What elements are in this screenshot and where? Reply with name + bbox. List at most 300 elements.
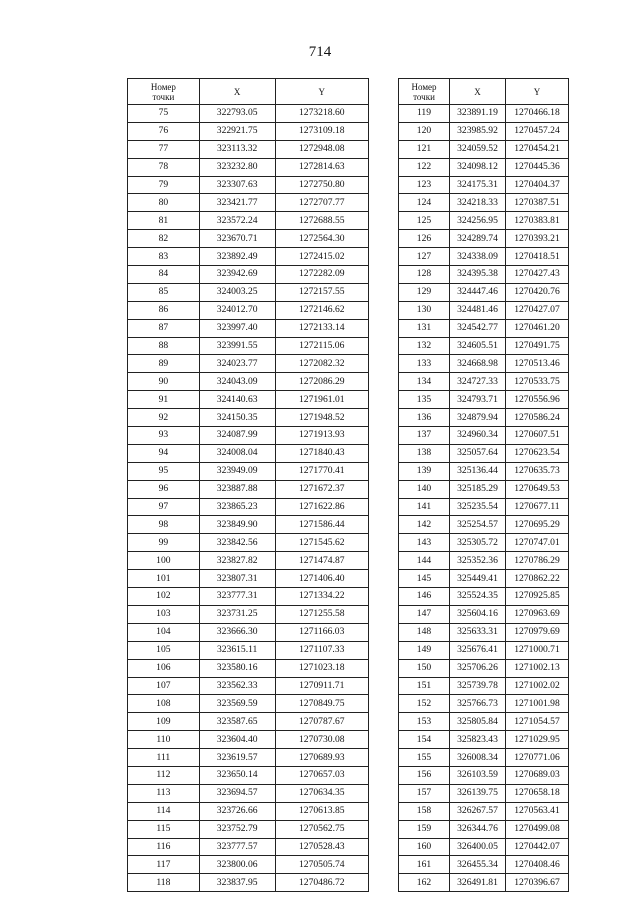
table-row	[399, 641, 569, 659]
point-number-cell: 147	[399, 605, 450, 623]
table-row	[128, 283, 369, 301]
table-row	[128, 444, 369, 462]
y-coordinate-cell: 1270911.71	[275, 677, 368, 695]
y-coordinate-cell: 1270849.75	[275, 695, 368, 713]
x-coordinate-cell: 325449.41	[450, 570, 506, 588]
y-coordinate-cell: 1271545.62	[275, 534, 368, 552]
x-coordinate-cell: 324098.12	[450, 158, 506, 176]
x-coordinate-cell: 324793.71	[450, 391, 506, 409]
x-coordinate-cell: 324150.35	[199, 409, 275, 427]
x-coordinate-cell: 325633.31	[450, 623, 506, 641]
x-coordinate-cell: 323562.33	[199, 677, 275, 695]
y-coordinate-cell: 1270979.69	[506, 623, 569, 641]
x-coordinate-cell: 326400.05	[450, 838, 506, 856]
y-coordinate-cell: 1272707.77	[275, 194, 368, 212]
x-coordinate-cell: 323650.14	[199, 766, 275, 784]
table-row	[399, 105, 569, 123]
point-number-cell: 125	[399, 212, 450, 230]
x-coordinate-cell: 324542.77	[450, 319, 506, 337]
y-coordinate-cell: 1270562.75	[275, 820, 368, 838]
table-row	[399, 820, 569, 838]
point-number-cell: 142	[399, 516, 450, 534]
y-coordinate-cell: 1271029.95	[506, 731, 569, 749]
x-coordinate-cell: 324003.25	[199, 283, 275, 301]
y-coordinate-cell: 1271913.93	[275, 427, 368, 445]
y-coordinate-cell: 1270491.75	[506, 337, 569, 355]
table-row	[128, 588, 369, 606]
point-number-cell: 140	[399, 480, 450, 498]
y-coordinate-cell: 1271622.86	[275, 498, 368, 516]
table-row	[399, 462, 569, 480]
point-number-cell: 118	[128, 874, 200, 892]
table-row	[399, 158, 569, 176]
table-row	[128, 140, 369, 158]
y-coordinate-cell: 1270499.08	[506, 820, 569, 838]
table-header-row	[128, 79, 369, 105]
point-number-cell: 148	[399, 623, 450, 641]
y-coordinate-cell: 1270689.93	[275, 749, 368, 767]
point-number-cell: 107	[128, 677, 200, 695]
table-row	[399, 695, 569, 713]
y-coordinate-cell: 1271948.52	[275, 409, 368, 427]
y-coordinate-cell: 1270393.21	[506, 230, 569, 248]
y-coordinate-cell: 1270533.75	[506, 373, 569, 391]
y-coordinate-cell: 1271054.57	[506, 713, 569, 731]
point-number-cell: 76	[128, 122, 200, 140]
y-coordinate-cell: 1271002.02	[506, 677, 569, 695]
table-row	[128, 731, 369, 749]
y-coordinate-cell: 1270634.35	[275, 784, 368, 802]
table-row	[128, 605, 369, 623]
y-coordinate-cell: 1270383.81	[506, 212, 569, 230]
x-coordinate-cell: 323891.19	[450, 105, 506, 123]
point-number-cell: 124	[399, 194, 450, 212]
point-number-cell: 80	[128, 194, 200, 212]
point-number-cell: 154	[399, 731, 450, 749]
x-coordinate-cell: 324008.04	[199, 444, 275, 462]
table-row	[128, 427, 369, 445]
y-coordinate-cell: 1272814.63	[275, 158, 368, 176]
x-coordinate-cell: 324087.99	[199, 427, 275, 445]
y-coordinate-cell: 1270427.43	[506, 266, 569, 284]
table-row	[399, 427, 569, 445]
y-coordinate-cell: 1270418.51	[506, 248, 569, 266]
point-number-cell: 88	[128, 337, 200, 355]
point-number-cell: 128	[399, 266, 450, 284]
table-row	[128, 784, 369, 802]
table-row	[399, 731, 569, 749]
x-coordinate-cell: 323991.55	[199, 337, 275, 355]
table-row	[128, 391, 369, 409]
point-number-cell: 138	[399, 444, 450, 462]
y-coordinate-cell: 1271001.98	[506, 695, 569, 713]
table-row	[399, 605, 569, 623]
y-coordinate-cell: 1270445.36	[506, 158, 569, 176]
y-coordinate-cell: 1270457.24	[506, 122, 569, 140]
point-number-cell: 111	[128, 749, 200, 767]
point-number-cell: 155	[399, 749, 450, 767]
y-coordinate-cell: 1270649.53	[506, 480, 569, 498]
x-coordinate-cell: 323587.65	[199, 713, 275, 731]
point-number-cell: 101	[128, 570, 200, 588]
point-number-cell: 121	[399, 140, 450, 158]
table-row	[128, 355, 369, 373]
table-row	[128, 462, 369, 480]
table-row	[399, 570, 569, 588]
table-row	[399, 319, 569, 337]
x-coordinate-cell: 323694.57	[199, 784, 275, 802]
table-row	[128, 248, 369, 266]
point-number-cell: 135	[399, 391, 450, 409]
point-number-cell: 161	[399, 856, 450, 874]
x-coordinate-cell: 325235.54	[450, 498, 506, 516]
y-coordinate-cell: 1270623.54	[506, 444, 569, 462]
y-coordinate-cell: 1272948.08	[275, 140, 368, 158]
table-row	[399, 212, 569, 230]
point-number-cell: 82	[128, 230, 200, 248]
table-row	[399, 659, 569, 677]
point-number-cell: 133	[399, 355, 450, 373]
y-coordinate-cell: 1270771.06	[506, 749, 569, 767]
table-row	[399, 838, 569, 856]
y-coordinate-cell: 1270461.20	[506, 319, 569, 337]
table-row	[128, 194, 369, 212]
table-row	[128, 105, 369, 123]
y-coordinate-cell: 1270513.46	[506, 355, 569, 373]
point-number-cell: 132	[399, 337, 450, 355]
x-coordinate-cell: 323837.95	[199, 874, 275, 892]
point-number-cell: 85	[128, 283, 200, 301]
table-row	[128, 820, 369, 838]
point-number-cell: 96	[128, 480, 200, 498]
point-number-cell: 112	[128, 766, 200, 784]
y-coordinate-cell: 1272688.55	[275, 212, 368, 230]
point-number-cell: 103	[128, 605, 200, 623]
y-coordinate-cell: 1270635.73	[506, 462, 569, 480]
point-number-cell: 75	[128, 105, 200, 123]
y-coordinate-cell: 1270528.43	[275, 838, 368, 856]
x-coordinate-cell: 323421.77	[199, 194, 275, 212]
y-coordinate-cell: 1271023.18	[275, 659, 368, 677]
table-row	[128, 570, 369, 588]
table-row	[128, 301, 369, 319]
table-row	[128, 498, 369, 516]
table-row	[399, 802, 569, 820]
point-number-cell: 146	[399, 588, 450, 606]
table-row	[399, 194, 569, 212]
y-coordinate-cell: 1271406.40	[275, 570, 368, 588]
y-coordinate-cell: 1270677.11	[506, 498, 569, 516]
x-coordinate-cell: 323985.92	[450, 122, 506, 140]
y-coordinate-cell: 1272082.32	[275, 355, 368, 373]
table-body-right	[399, 105, 569, 892]
x-coordinate-cell: 323604.40	[199, 731, 275, 749]
table-row	[399, 856, 569, 874]
x-coordinate-cell: 326008.34	[450, 749, 506, 767]
x-coordinate-cell: 325706.26	[450, 659, 506, 677]
y-coordinate-cell: 1270420.76	[506, 283, 569, 301]
y-coordinate-cell: 1272133.14	[275, 319, 368, 337]
table-row	[399, 283, 569, 301]
y-coordinate-cell: 1271961.01	[275, 391, 368, 409]
y-coordinate-cell: 1271586.44	[275, 516, 368, 534]
table-row	[128, 677, 369, 695]
point-number-cell: 134	[399, 373, 450, 391]
table-row	[128, 337, 369, 355]
point-number-cell: 151	[399, 677, 450, 695]
point-number-cell: 104	[128, 623, 200, 641]
table-row	[128, 695, 369, 713]
point-number-cell: 90	[128, 373, 200, 391]
table-row	[399, 498, 569, 516]
x-coordinate-cell: 325739.78	[450, 677, 506, 695]
y-coordinate-cell: 1271255.58	[275, 605, 368, 623]
y-coordinate-cell: 1270695.29	[506, 516, 569, 534]
point-number-cell: 157	[399, 784, 450, 802]
point-number-cell: 119	[399, 105, 450, 123]
point-number-cell: 139	[399, 462, 450, 480]
point-number-cell: 78	[128, 158, 200, 176]
y-coordinate-cell: 1270427.07	[506, 301, 569, 319]
table-row	[128, 266, 369, 284]
table-row	[128, 122, 369, 140]
point-number-cell: 98	[128, 516, 200, 534]
x-coordinate-cell: 323807.31	[199, 570, 275, 588]
x-coordinate-cell: 323670.71	[199, 230, 275, 248]
point-number-cell: 114	[128, 802, 200, 820]
table-row	[128, 158, 369, 176]
point-number-cell: 92	[128, 409, 200, 427]
y-coordinate-cell: 1271334.22	[275, 588, 368, 606]
point-number-cell: 116	[128, 838, 200, 856]
point-number-cell: 145	[399, 570, 450, 588]
table-row	[128, 373, 369, 391]
y-coordinate-cell: 1270613.85	[275, 802, 368, 820]
x-coordinate-cell: 323113.32	[199, 140, 275, 158]
x-coordinate-cell: 323569.59	[199, 695, 275, 713]
table-row	[128, 856, 369, 874]
y-coordinate-cell: 1272115.06	[275, 337, 368, 355]
x-coordinate-cell: 322921.75	[199, 122, 275, 140]
y-coordinate-cell: 1270454.21	[506, 140, 569, 158]
point-number-cell: 109	[128, 713, 200, 731]
table-row	[128, 641, 369, 659]
table-row	[399, 874, 569, 892]
y-coordinate-cell: 1270862.22	[506, 570, 569, 588]
point-number-cell: 83	[128, 248, 200, 266]
x-coordinate-cell: 323572.24	[199, 212, 275, 230]
point-number-cell: 123	[399, 176, 450, 194]
point-number-cell: 127	[399, 248, 450, 266]
point-number-cell: 100	[128, 552, 200, 570]
point-number-cell: 160	[399, 838, 450, 856]
table-row	[399, 337, 569, 355]
point-number-cell: 115	[128, 820, 200, 838]
y-coordinate-cell: 1273218.60	[275, 105, 368, 123]
point-number-cell: 144	[399, 552, 450, 570]
point-number-cell: 79	[128, 176, 200, 194]
y-coordinate-cell: 1271107.33	[275, 641, 368, 659]
point-number-cell: 130	[399, 301, 450, 319]
x-coordinate-cell: 323827.82	[199, 552, 275, 570]
y-coordinate-cell: 1270963.69	[506, 605, 569, 623]
x-coordinate-cell: 324140.63	[199, 391, 275, 409]
y-coordinate-cell: 1270730.08	[275, 731, 368, 749]
table-row	[399, 391, 569, 409]
point-number-cell: 81	[128, 212, 200, 230]
table-row	[128, 176, 369, 194]
x-coordinate-cell: 323666.30	[199, 623, 275, 641]
x-coordinate-cell: 324175.31	[450, 176, 506, 194]
y-coordinate-cell: 1272750.80	[275, 176, 368, 194]
table-row	[128, 534, 369, 552]
y-coordinate-cell: 1270586.24	[506, 409, 569, 427]
point-number-cell: 137	[399, 427, 450, 445]
point-number-cell: 156	[399, 766, 450, 784]
x-coordinate-cell: 323731.25	[199, 605, 275, 623]
table-row	[128, 212, 369, 230]
point-number-cell: 105	[128, 641, 200, 659]
table-row	[399, 623, 569, 641]
table-row	[399, 677, 569, 695]
point-number-cell: 143	[399, 534, 450, 552]
x-coordinate-cell: 324727.33	[450, 373, 506, 391]
y-coordinate-cell: 1270556.96	[506, 391, 569, 409]
y-coordinate-cell: 1272086.29	[275, 373, 368, 391]
point-number-cell: 108	[128, 695, 200, 713]
x-coordinate-cell: 324879.94	[450, 409, 506, 427]
header-x: X	[199, 79, 275, 105]
x-coordinate-cell: 324059.52	[450, 140, 506, 158]
point-number-cell: 117	[128, 856, 200, 874]
y-coordinate-cell: 1272564.30	[275, 230, 368, 248]
y-coordinate-cell: 1270442.07	[506, 838, 569, 856]
table-row	[128, 713, 369, 731]
table-row	[399, 176, 569, 194]
point-number-cell: 152	[399, 695, 450, 713]
x-coordinate-cell: 323842.56	[199, 534, 275, 552]
x-coordinate-cell: 323752.79	[199, 820, 275, 838]
y-coordinate-cell: 1270486.72	[275, 874, 368, 892]
table-row	[399, 784, 569, 802]
table-body-left	[128, 105, 369, 892]
point-number-cell: 84	[128, 266, 200, 284]
point-number-cell: 94	[128, 444, 200, 462]
x-coordinate-cell: 326344.76	[450, 820, 506, 838]
x-coordinate-cell: 326455.34	[450, 856, 506, 874]
x-coordinate-cell: 323997.40	[199, 319, 275, 337]
y-coordinate-cell: 1270387.51	[506, 194, 569, 212]
point-number-cell: 86	[128, 301, 200, 319]
point-number-cell: 91	[128, 391, 200, 409]
x-coordinate-cell: 323949.09	[199, 462, 275, 480]
table-row	[399, 140, 569, 158]
y-coordinate-cell: 1270607.51	[506, 427, 569, 445]
x-coordinate-cell: 324447.46	[450, 283, 506, 301]
y-coordinate-cell: 1270689.03	[506, 766, 569, 784]
x-coordinate-cell: 323726.66	[199, 802, 275, 820]
y-coordinate-cell: 1272157.55	[275, 283, 368, 301]
y-coordinate-cell: 1270404.37	[506, 176, 569, 194]
table-header-row	[399, 79, 569, 105]
point-number-cell: 87	[128, 319, 200, 337]
table-row	[128, 480, 369, 498]
table-row	[399, 766, 569, 784]
y-coordinate-cell: 1271770.41	[275, 462, 368, 480]
x-coordinate-cell: 324218.33	[450, 194, 506, 212]
x-coordinate-cell: 325185.29	[450, 480, 506, 498]
y-coordinate-cell: 1273109.18	[275, 122, 368, 140]
y-coordinate-cell: 1270505.74	[275, 856, 368, 874]
table-row	[399, 480, 569, 498]
x-coordinate-cell: 323892.49	[199, 248, 275, 266]
header-point-number	[128, 79, 200, 105]
point-number-cell: 158	[399, 802, 450, 820]
table-row	[399, 355, 569, 373]
x-coordinate-cell: 326103.59	[450, 766, 506, 784]
x-coordinate-cell: 323615.11	[199, 641, 275, 659]
y-coordinate-cell: 1272146.62	[275, 301, 368, 319]
table-row	[128, 552, 369, 570]
y-coordinate-cell: 1272282.09	[275, 266, 368, 284]
x-coordinate-cell: 324012.70	[199, 301, 275, 319]
y-coordinate-cell: 1270466.18	[506, 105, 569, 123]
x-coordinate-cell: 326139.75	[450, 784, 506, 802]
table-row	[128, 838, 369, 856]
point-number-cell: 77	[128, 140, 200, 158]
point-number-cell: 106	[128, 659, 200, 677]
y-coordinate-cell: 1270925.85	[506, 588, 569, 606]
table-row	[399, 552, 569, 570]
y-coordinate-cell: 1270786.29	[506, 552, 569, 570]
x-coordinate-cell: 325604.16	[450, 605, 506, 623]
x-coordinate-cell: 325254.57	[450, 516, 506, 534]
x-coordinate-cell: 323777.31	[199, 588, 275, 606]
point-number-cell: 129	[399, 283, 450, 301]
y-coordinate-cell: 1270408.46	[506, 856, 569, 874]
x-coordinate-cell: 323580.16	[199, 659, 275, 677]
header-point-line1: Номер	[150, 81, 176, 92]
table-row	[128, 802, 369, 820]
y-coordinate-cell: 1272415.02	[275, 248, 368, 266]
point-number-cell: 95	[128, 462, 200, 480]
header-point-line2: точки	[413, 91, 435, 102]
table-row	[128, 319, 369, 337]
table-row	[399, 588, 569, 606]
point-number-cell: 136	[399, 409, 450, 427]
x-coordinate-cell: 324338.09	[450, 248, 506, 266]
table-row	[128, 409, 369, 427]
y-coordinate-cell: 1270747.01	[506, 534, 569, 552]
point-number-cell: 122	[399, 158, 450, 176]
table-row	[399, 444, 569, 462]
header-y: Y	[506, 79, 569, 105]
y-coordinate-cell: 1270657.03	[275, 766, 368, 784]
header-point-number	[399, 79, 450, 105]
x-coordinate-cell: 325823.43	[450, 731, 506, 749]
x-coordinate-cell: 325136.44	[450, 462, 506, 480]
x-coordinate-cell: 326267.57	[450, 802, 506, 820]
table-row	[128, 874, 369, 892]
point-number-cell: 97	[128, 498, 200, 516]
y-coordinate-cell: 1270396.67	[506, 874, 569, 892]
x-coordinate-cell: 324043.09	[199, 373, 275, 391]
table-row	[399, 122, 569, 140]
y-coordinate-cell: 1271840.43	[275, 444, 368, 462]
x-coordinate-cell: 323619.57	[199, 749, 275, 767]
x-coordinate-cell: 324605.51	[450, 337, 506, 355]
x-coordinate-cell: 325057.64	[450, 444, 506, 462]
